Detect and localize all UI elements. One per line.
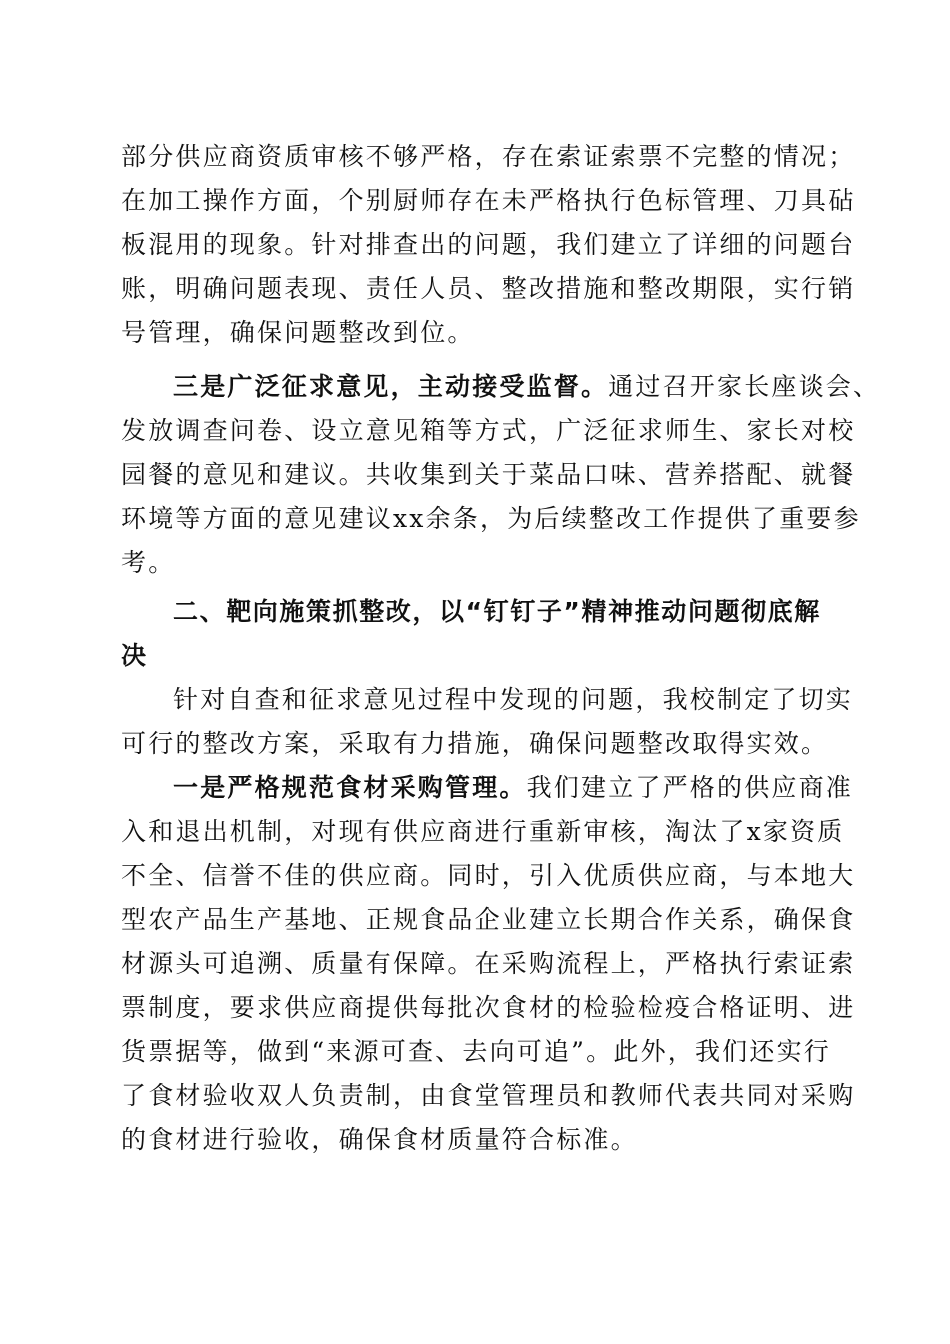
text-line: 型农产品生产基地、正规食品企业建立长期合作关系，确保食 <box>121 905 856 934</box>
text-line: 材源头可追溯、质量有保障。在采购流程上，严格执行索证索 <box>121 949 856 978</box>
text-line: 发放调查问卷、设立意见箱等方式，广泛征求师生、家长对校 <box>121 416 856 445</box>
section-heading <box>121 590 827 678</box>
paragraph-supplier-issues <box>121 135 856 355</box>
text-line: 号管理，确保问题整改到位。 <box>121 318 475 347</box>
text-line: 入和退出机制，对现有供应商进行重新审核，淘汰了x家资质 <box>121 817 845 846</box>
text-line: 不全、信誉不佳的供应商。同时，引入优质供应商，与本地大 <box>121 861 856 890</box>
text-line: 的食材进行验收，确保食材质量符合标准。 <box>121 1125 638 1154</box>
text-line: 账，明确问题表现、责任人员、整改措施和整改期限，实行销 <box>121 274 856 303</box>
text-line: 针对自查和征求意见过程中发现的问题，我校制定了切实 <box>173 685 854 714</box>
text-line: 环境等方面的意见建议xx余条，为后续整改工作提供了重要参 <box>121 504 861 533</box>
text-line: 在加工操作方面，个别厨师存在未严格执行色标管理、刀具砧 <box>121 186 856 215</box>
text-line: 园餐的意见和建议。共收集到关于菜品口味、营养搭配、就餐 <box>121 460 856 489</box>
text-line <box>121 766 854 810</box>
text-line: 了食材验收双人负责制，由食堂管理员和教师代表共同对采购 <box>121 1081 856 1110</box>
paragraph-solicit-opinions <box>121 365 881 585</box>
heading-line: 决 <box>121 641 148 670</box>
paragraph-lead-rest: 我们建立了严格的供应商准 <box>526 773 854 802</box>
text-line: 票制度，要求供应商提供每批次食材的检验检疫合格证明、进 <box>121 993 856 1022</box>
paragraph-lead-rest: 通过召开家长座谈会、 <box>608 372 881 401</box>
text-line: 货票据等，做到“来源可查、去向可追”。此外，我们还实行 <box>121 1037 831 1066</box>
paragraph-procurement-management <box>121 766 856 1162</box>
heading-line: 二、靶向施策抓整改，以“钉钉子”精神推动问题彻底解 <box>173 597 821 626</box>
paragraph-rectification-plan <box>121 678 854 766</box>
text-line: 部分供应商资质审核不够严格，存在索证索票不完整的情况； <box>121 142 856 171</box>
text-line: 板混用的现象。针对排查出的问题，我们建立了详细的问题台 <box>121 230 856 259</box>
text-line: 考。 <box>121 548 176 577</box>
paragraph-lead: 一是严格规范食材采购管理。 <box>173 773 527 802</box>
text-line: 可行的整改方案，采取有力措施，确保问题整改取得实效。 <box>121 729 829 758</box>
paragraph-lead: 三是广泛征求意见，主动接受监督。 <box>173 372 609 401</box>
text-line <box>121 365 881 409</box>
